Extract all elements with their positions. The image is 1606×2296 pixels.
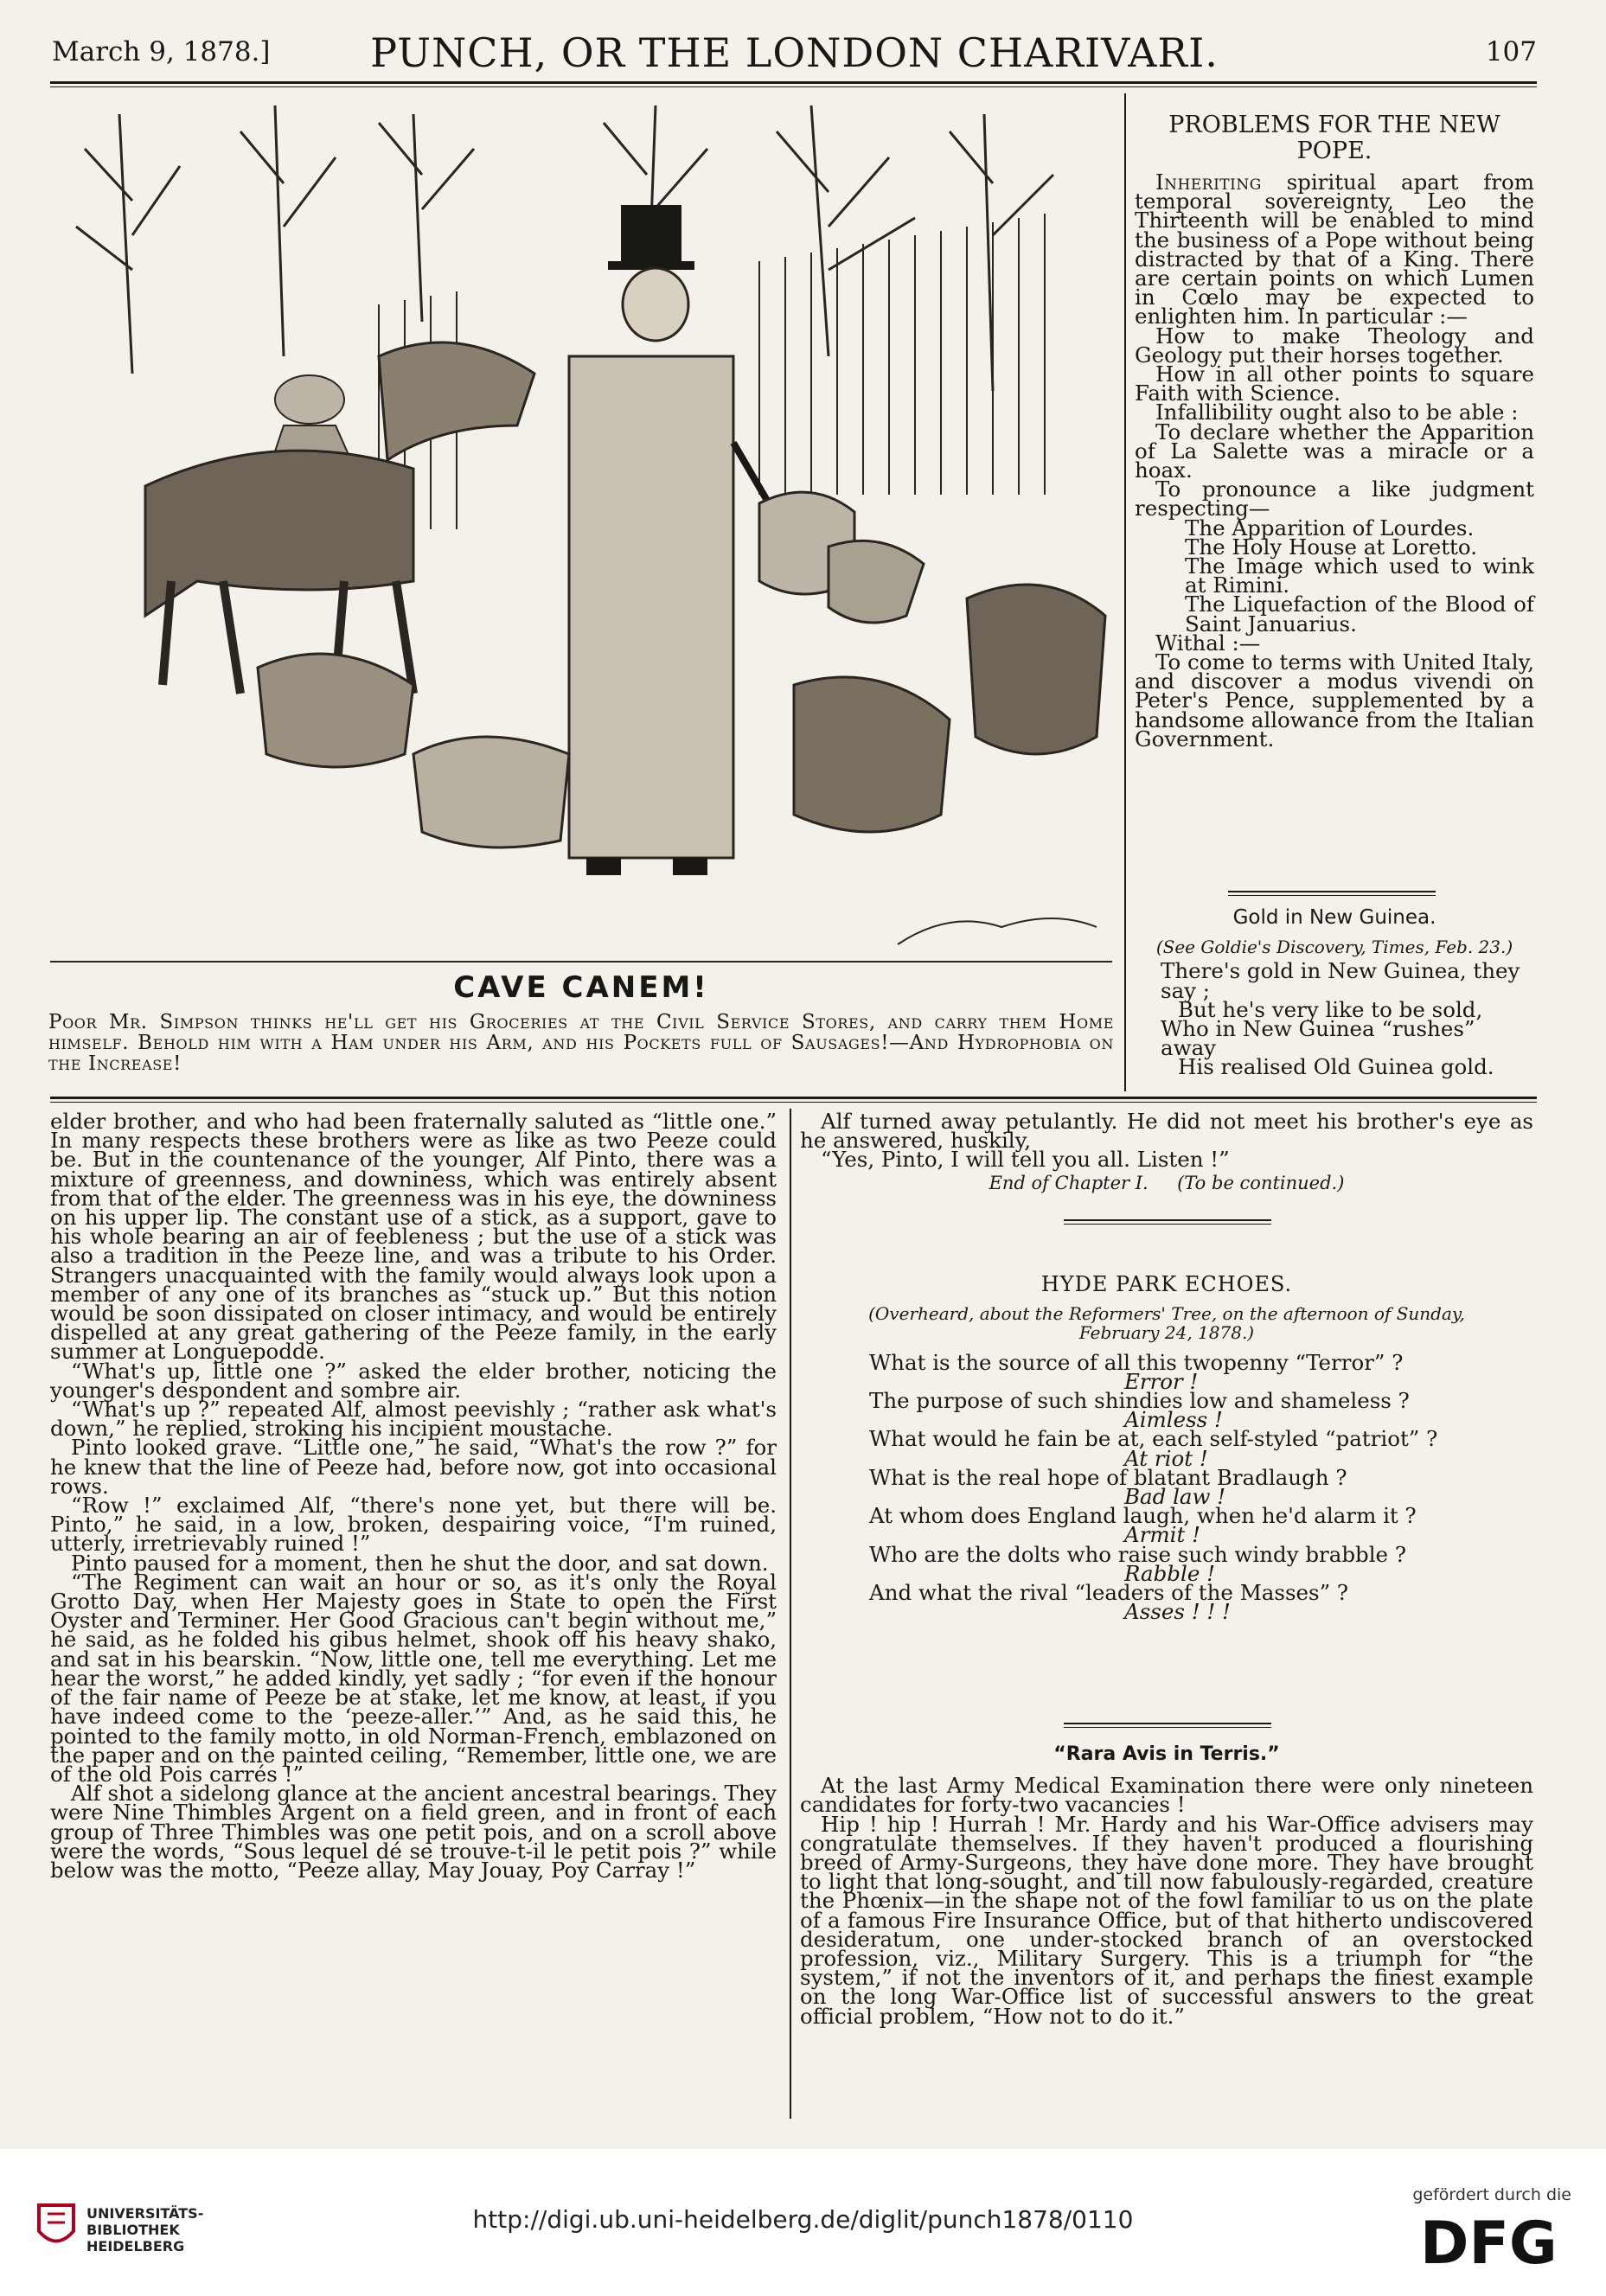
section-rule <box>1064 1219 1271 1221</box>
hyde-question: At whom does England laugh, when he'd alarm it ? <box>869 1503 1417 1529</box>
gold-line: There's gold in New Guinea, they say ; <box>1161 958 1520 1003</box>
problems-item: The Liquefaction of the Blood of Saint Januarius. <box>1185 592 1534 636</box>
story-para: Pinto paused for a moment, then he shut the door, and sat down. <box>71 1550 769 1576</box>
section-rule <box>1228 895 1436 896</box>
hyde-answer: Rabble ! <box>1124 1560 1215 1586</box>
rara-article <box>800 1743 1533 2029</box>
problems-column <box>1135 112 1534 749</box>
hyde-answer: Aimless ! <box>1124 1407 1223 1433</box>
problems-para1: spiritual apart from temporal sovereignty, Leo the Thirteenth will be enabled to mind the business of a Pope without being distracted by that of a King. There are certain points on which Lumen in Cœlo may be expected to enlighten him. In particular :— <box>1135 169 1534 329</box>
chapter-end: End of Chapter I. (To be continued.) <box>989 1172 1345 1193</box>
problems-para6: To pronounce a like judgment respecting— <box>1135 476 1534 521</box>
story-para: Alf shot a sidelong glance at the ancient ancestral bearings. They were Nine Thimbles Argent on a field green, and in front of each group of Three Thimbles was one petit pois, and on a scroll above were the words, “Sous lequel dé se trouve-t-il le petit pois ?” while below was the motto, “Peeze allay, May Jouay, Poy Carray !” <box>50 1781 777 1883</box>
problems-item: The Holy House at Loretto. <box>1185 534 1478 560</box>
page-rule-thin <box>50 1102 1537 1103</box>
hyde-pair <box>800 1541 1533 1586</box>
hyde-answer: Error ! <box>1124 1368 1199 1394</box>
story-column <box>50 1109 777 1883</box>
gold-poem <box>1135 908 1534 1078</box>
hyde-question: And what the rival “leaders of the Masses” ? <box>869 1580 1349 1606</box>
story-para: “What's up ?” repeated Alf, almost peevishly ; “rather ask what's down,” he replied, stroking his incipient moustache. <box>50 1397 777 1442</box>
cartoon-illustration <box>50 97 1112 963</box>
hyde-heading: HYDE PARK ECHOES. <box>1040 1272 1293 1296</box>
story-para: “Row !” exclaimed Alf, “there's none yet, but there will be. Pinto,” he said, in a low, broken, despairing voice, “I'm ruined, utterly, irretrievably ruined !” <box>50 1493 777 1557</box>
masthead-title: PUNCH, OR THE LONDON CHARIVARI. <box>370 29 1219 76</box>
hyde-pair <box>800 1503 1533 1548</box>
digitization-footer <box>0 2149 1606 2296</box>
section-rule <box>1064 1723 1271 1724</box>
section-rule <box>1064 1727 1271 1728</box>
institution-line: UNIVERSITÄTS- <box>86 2205 204 2222</box>
hyde-question: What would he fain be at, each self-styled “patriot” ? <box>869 1426 1438 1452</box>
hyde-question: The purpose of such shindies low and shameless ? <box>869 1388 1410 1414</box>
problems-lead: Inheriting <box>1155 169 1262 195</box>
problems-item: The Image which used to wink at Rimini. <box>1185 553 1534 598</box>
story-end-para: Alf turned away petulantly. He did not meet his brother's eye as he answered, huskily, <box>800 1109 1533 1154</box>
hyde-question: Who are the dolts who raise such windy brabble ? <box>869 1541 1406 1567</box>
hyde-answer: Bad law ! <box>1124 1484 1226 1510</box>
column-rule <box>790 1109 791 2119</box>
hyde-pair <box>800 1426 1533 1471</box>
page-rule <box>50 1097 1537 1099</box>
dfg-logo-text: DFG <box>1420 2211 1558 2272</box>
problems-withal: Withal :— <box>1155 630 1261 656</box>
column-rule <box>1124 93 1126 1091</box>
header-rule <box>50 81 1537 84</box>
story-para: “What's up, little one ?” asked the elder brother, noticing the younger's despondent and sombre air. <box>50 1358 777 1403</box>
hyde-poem <box>800 1272 1533 1625</box>
hyde-pair <box>800 1464 1533 1510</box>
section-rule <box>1228 891 1436 892</box>
gold-line: But he's very like to be sold, <box>1178 996 1483 1022</box>
page-number: 107 <box>1485 36 1537 67</box>
cartoon-caption: Poor Mr. Simpson thinks he'll get his Groceries at the Civil Service Stores, and carry them Home himself. Behold him with a Ham under his Arm, and his Pockets full of Sausages!—And Hydrophobia on the Increase! <box>48 1011 1114 1075</box>
story-para: elder brother, and who had been fraternally saluted as “little one.” In many respects these brothers were as like as two Peeze could be. But in the countenance of the younger, Alf Pinto, there was a mixture of greenness, and downiness, which was entirely absent from that of the elder. The greenness was in his eye, the downiness on his upper lip. The constant use of a stick, as a support, gave to his whole bearing an air of feebleness ; but the use of a stick was also a tradition in the Peeze line, and was a tribute to his Order. Strangers unacquainted with the family would always look upon a member of any one of its branches as “stuck up.” But this notion would be soon dissipated on closer intimacy, and would be entirely dispelled at any great gathering of the Peeze family, in the early summer at Longuepodde. <box>50 1109 777 1365</box>
problems-para2: How to make Theology and Geology put their horses together. <box>1135 323 1534 368</box>
hyde-answer: At riot ! <box>1124 1445 1208 1471</box>
hyde-question: What is the real hope of blatant Bradlaugh ? <box>869 1464 1347 1490</box>
gold-heading: Gold in New Guinea. <box>1232 906 1436 929</box>
institution-line: BIBLIOTHEK <box>86 2222 180 2238</box>
funded-by-label: gefördert durch die <box>1412 2185 1571 2204</box>
problems-para5: To declare whether the Apparition of La Salette was a miracle or a hoax. <box>1135 419 1534 483</box>
running-header <box>52 29 1537 78</box>
institution-line: HEIDELBERG <box>86 2238 185 2254</box>
cartoon-title: CAVE CANEM! <box>453 970 709 1005</box>
dfg-logo <box>1420 2211 1567 2272</box>
rara-para: At the last Army Medical Examination there were only nineteen candidates for forty-two vacancies ! <box>800 1773 1533 1818</box>
issue-date: March 9, 1878.] <box>52 36 271 67</box>
story-end-para: “Yes, Pinto, I will tell you all. Listen !” <box>821 1147 1230 1173</box>
hyde-pair <box>800 1349 1533 1394</box>
source-url[interactable]: http://digi.ub.uni-heidelberg.de/diglit/punch1878/0110 <box>472 2205 1134 2234</box>
problems-para7: To come to terms with United Italy, and discover a modus vivendi on Peter's Pence, supplemented by a handsome allowance from the Italian Government. <box>1135 649 1534 751</box>
gold-note: (See Goldie's Discovery, Times, Feb. 23.) <box>1155 937 1513 958</box>
hyde-question: What is the source of all this twopenny “Terror” ? <box>869 1349 1404 1375</box>
problems-item: The Apparition of Lourdes. <box>1185 515 1475 540</box>
story-para: “The Regiment can wait an hour or so, as it's only the Royal Grotto Day, when Her Majesty goes in State to open the First Oyster and Terminer. Her Good Gracious can't begin without me,” he said, as he folded his gibus helmet, shook off his heavy shako, and sat in his bearskin. “Now, little one, tell me everything. Let me hear the worst,” he added kindly, yet sadly ; “for even if the honour of the fair name of Peeze be at stake, let me know, at least, if you have indeed come to the ‘peeze-aller.’” And, as he said this, he pointed to the family motto, in old Norman-French, emblazoned on the paper and on the painted ceiling, “Remember, little one, we are of the old Pois carrés !” <box>50 1569 777 1787</box>
problems-para4: Infallibility ought also to be able : <box>1155 400 1519 425</box>
rara-para: Hip ! hip ! Hurrah ! Mr. Hardy and his War-Office advisers may congratulate themselves. If they haven't produced a flourishing breed of Army-Surgeons, they have done more. They have brought to light that long-sought, and till now fabulously-regarded, creature the Phœnix—in the shape not of the fowl familiar to us on the plate of a famous Fire Insurance Office, but of that hitherto undiscovered desideratum, one under-stocked branch of an overstocked profession, viz., Military Surgery. This is a triumph for “the system,” if not the inventors of it, and perhaps the finest example on the long War-Office list of successful answers to the great official problem, “How not to do it.” <box>800 1811 1533 2029</box>
right-column <box>800 1109 1533 1193</box>
section-rule <box>1064 1224 1271 1225</box>
header-rule-thin <box>50 86 1537 87</box>
hyde-pair <box>800 1580 1533 1625</box>
problems-heading: PROBLEMS FOR THE NEW POPE. <box>1168 112 1500 164</box>
hyde-answer: Armit ! <box>1124 1522 1200 1548</box>
gold-line: Who in New Guinea “rushes” away <box>1161 1016 1475 1061</box>
hyde-answer: Asses ! ! ! <box>1124 1599 1231 1625</box>
problems-para3: How in all other points to square Faith with Science. <box>1135 361 1534 406</box>
hyde-pair <box>800 1388 1533 1433</box>
rara-heading: “Rara Avis in Terris.” <box>1053 1743 1280 1765</box>
gold-line: His realised Old Guinea gold. <box>1178 1054 1494 1080</box>
story-para: Pinto looked grave. “Little one,” he said, “What's the row ?” for he knew that the line of Peeze had, before now, got into occasional rows. <box>50 1435 777 1499</box>
hyde-note: (Overheard, about the Reformers' Tree, on the afternoon of Sunday, February 24, 1878.) <box>868 1303 1465 1344</box>
